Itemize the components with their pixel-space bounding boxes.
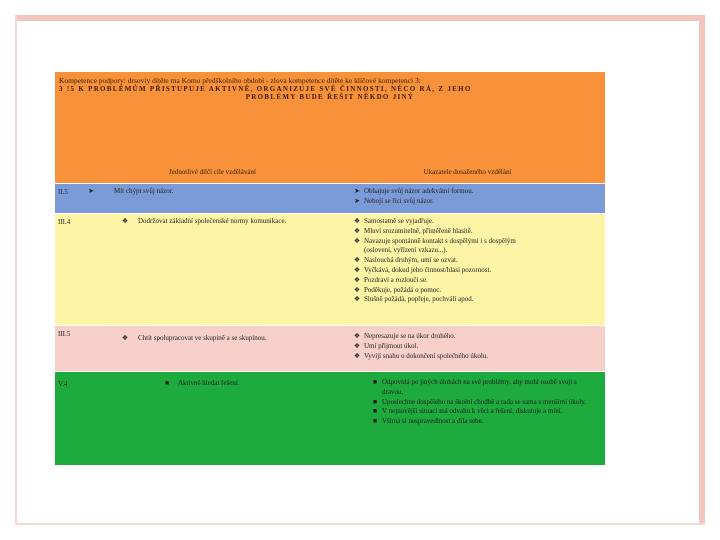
- diamond-bullet-icon: ❖: [353, 275, 361, 284]
- diamond-bullet-icon: ❖: [353, 217, 361, 225]
- diamond-bullet-icon: ❖: [353, 256, 361, 265]
- diamond-bullet-icon: ❖: [353, 236, 361, 245]
- row-goal: [82, 214, 332, 325]
- diamond-bullet-icon: ❖: [353, 332, 361, 340]
- indicator-text: Nebojí se říci svůj názor.: [364, 196, 434, 205]
- row-indicators: [332, 372, 605, 465]
- table-row: [55, 325, 605, 371]
- indicator-text: Umí přijmout úkol.: [364, 341, 419, 350]
- indicator-text: Naslouchá druhým, umí se ozvat.: [364, 256, 458, 265]
- header-line-1: Kompetence podpory: drsoviy dítěte ma Komo předškolního období - zlova kompetence dítěte ke klíčové kompetenci 3:: [59, 76, 421, 85]
- indicator-text: Obhajuje svůj názor adekvátní formou.: [364, 187, 474, 195]
- header-line-2: 3 !5 K PROBLÉMŮM PŘISTUPUJE AKTIVNĚ, ORGANIZUJE SVÉ ČINNOSTI, NĚCO RÁ, Z JEHO: [59, 85, 472, 93]
- column-header-left: Jednotlivé dílčí cíle vzdělávání: [169, 168, 256, 176]
- indicator-text: Poděkuje, požádá o pomoc.: [364, 285, 442, 294]
- row-code: II.5: [58, 188, 68, 196]
- decorative-left-line: [15, 15, 17, 525]
- arrow-bullet-icon: ➤: [354, 187, 360, 195]
- table-row: [55, 213, 605, 325]
- row-goal: [82, 184, 332, 213]
- goal-text: Mít chýpt svůj názor.: [114, 187, 174, 195]
- indicator-text: Všímá si nespravedlnost a díla sebe.: [382, 417, 484, 426]
- goal-text: Chtít spolupracovat ve skupině a se skupinou.: [138, 334, 267, 342]
- square-bullet-icon: ■: [164, 379, 170, 387]
- diamond-bullet-icon: ❖: [353, 285, 361, 294]
- header-line-3: PROBLÉMY BUDE ŘEŠIT NĚKDO JINÝ: [245, 93, 415, 101]
- row-indicators: [332, 184, 605, 213]
- indicator-text: Navazuje spontánně kontakt s dospělými i s dospělým: [364, 236, 516, 245]
- indicator-text: Uposlechne dospělého na školní chodbě a rada se sama s menšími úkoly.: [382, 397, 587, 406]
- decorative-right-bar: [699, 15, 705, 525]
- indicator-text: Vyvíjí snahu o dokončení společného úkolu.: [364, 351, 489, 360]
- decorative-top-bar: [15, 15, 705, 21]
- diamond-bullet-icon: ❖: [121, 334, 129, 342]
- diamond-bullet-icon: ❖: [353, 351, 361, 360]
- column-header-right: Ukazatele dosaženého vzdělání: [423, 168, 512, 176]
- square-bullet-icon: ■: [372, 378, 378, 386]
- square-bullet-icon: ■: [372, 417, 378, 426]
- decorative-bottom-line: [15, 523, 705, 525]
- table-row: [55, 371, 605, 465]
- indicator-text: Vyčkává, dokud jeho činnost/hlasi pozornost.: [364, 265, 492, 274]
- goal-text: Aktivně hledat řešení.: [178, 379, 240, 387]
- indicator-text: Pozdraví a rozloučí se.: [364, 275, 428, 284]
- table-row: [55, 183, 605, 213]
- row-code: III.5: [58, 330, 71, 338]
- indent-spacer: [350, 246, 364, 256]
- row-code: III.4: [58, 218, 71, 226]
- arrow-bullet-icon: ➤: [354, 196, 360, 205]
- diamond-bullet-icon: ❖: [353, 265, 361, 274]
- column-headers: [55, 164, 605, 183]
- square-bullet-icon: ■: [372, 397, 378, 406]
- diamond-bullet-icon: ❖: [353, 226, 361, 235]
- row-indicators: [332, 326, 605, 371]
- indicator-text: Nepresazuje se na úkor druhého.: [364, 332, 456, 340]
- indicator-text: V nejnovější situaci má odvahu k věci a řešení, diskutuje a míní.: [382, 407, 563, 416]
- indicator-text: Odpovídá po jiných úlohách na své problémy, aby mohl osobě svoji s dravou.: [382, 378, 577, 396]
- indicator-text: (oslovení, vyřízení vzkazu...).: [364, 246, 448, 255]
- row-goal: [82, 372, 332, 465]
- diamond-bullet-icon: ❖: [353, 295, 361, 304]
- indicator-text: Mluví srozumitelně, přiměřeně hlasitě.: [364, 226, 473, 235]
- diamond-bullet-icon: ❖: [353, 341, 361, 350]
- table-header: [55, 72, 605, 164]
- indicator-text: Samostatně se vyjadřuje.: [364, 217, 434, 225]
- arrow-bullet-icon: ➤: [88, 187, 94, 195]
- row-code: V.4: [58, 380, 68, 388]
- diamond-bullet-icon: ❖: [121, 217, 129, 225]
- indicator-text: Slušně požádá, popřeje, pochválí apod.: [364, 295, 474, 304]
- row-indicators: [332, 214, 605, 325]
- competence-table: [55, 72, 605, 465]
- square-bullet-icon: ■: [372, 407, 378, 416]
- row-goal: [82, 326, 332, 371]
- goal-text: Dodržovat základní společenské normy komunikace.: [138, 217, 287, 225]
